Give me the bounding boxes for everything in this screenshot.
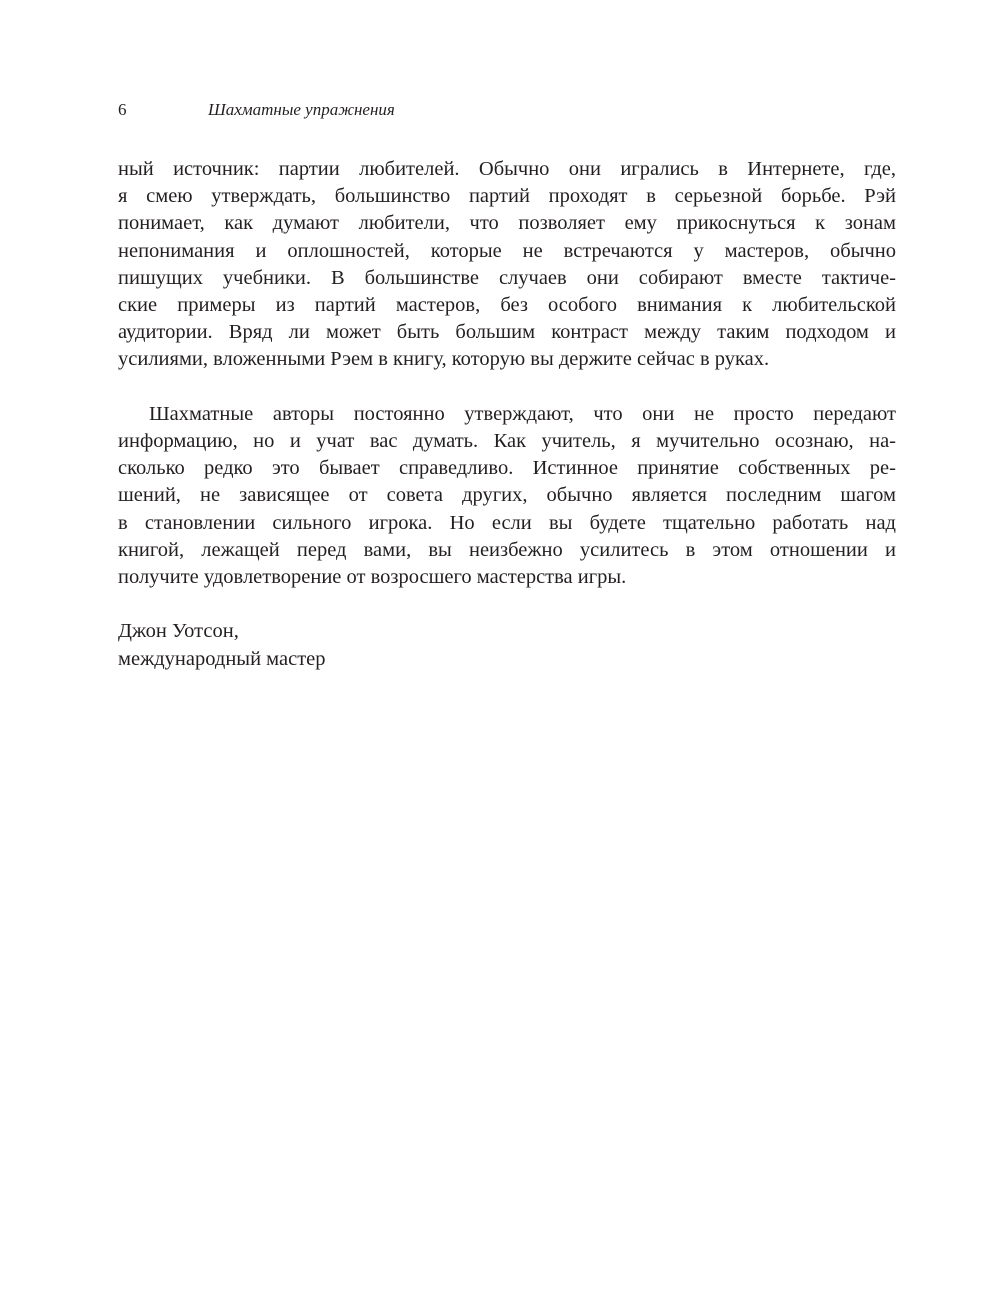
running-head (118, 97, 897, 123)
text-line: получите удовлетворение от возросшего мастерства игры. (118, 566, 627, 589)
text-line: информацию, но и учат вас думать. Как учитель, я мучительно осознаю, на- (118, 430, 896, 453)
text-line: понимает, как думают любители, что позволяет ему прикоснуться к зонам (118, 212, 896, 235)
text-line: в становлении сильного игрока. Но если вы будете тщательно работать над (118, 511, 896, 534)
text-line: я смею утверждать, большинство партий проходят в серьезной борьбе. Рэй (118, 185, 896, 208)
text-line: аудитории. Вряд ли может быть большим контраст между таким подходом и (118, 321, 896, 344)
paragraph (118, 156, 896, 374)
text-line: книгой, лежащей перед вами, вы неизбежно усилитесь в этом отношении и (118, 538, 896, 561)
text-line: непонимания и оплошностей, которые не встречаются у мастеров, обычно (118, 239, 896, 262)
text-line: ские примеры из партий мастеров, без особого внимания к любительской (118, 294, 896, 317)
text-line: усилиями, вложенными Рэем в книгу, которую вы держите сейчас в руках. (118, 348, 770, 371)
text-line: шений, не зависящее от совета других, обычно является последним шагом (118, 484, 896, 507)
text-line: пишущих учебники. В большинстве случаев они собирают вместе тактиче- (118, 266, 896, 289)
signature (118, 617, 326, 673)
paragraph (118, 401, 896, 591)
text-line: Шахматные авторы постоянно утверждают, что они не просто передают (149, 402, 896, 425)
signature-title: международный мастер (118, 648, 326, 670)
text-line: ный источник: партии любителей. Обычно они игрались в Интернете, где, (118, 158, 896, 180)
book-title: Шахматные упражнения (208, 100, 395, 119)
body-text (118, 156, 896, 591)
text-line: сколько редко это бывает справедливо. Истинное принятие собственных ре- (118, 457, 896, 480)
signature-name: Джон Уотсон, (118, 620, 239, 642)
paragraph-gap (118, 374, 896, 401)
page-number: 6 (118, 100, 127, 119)
